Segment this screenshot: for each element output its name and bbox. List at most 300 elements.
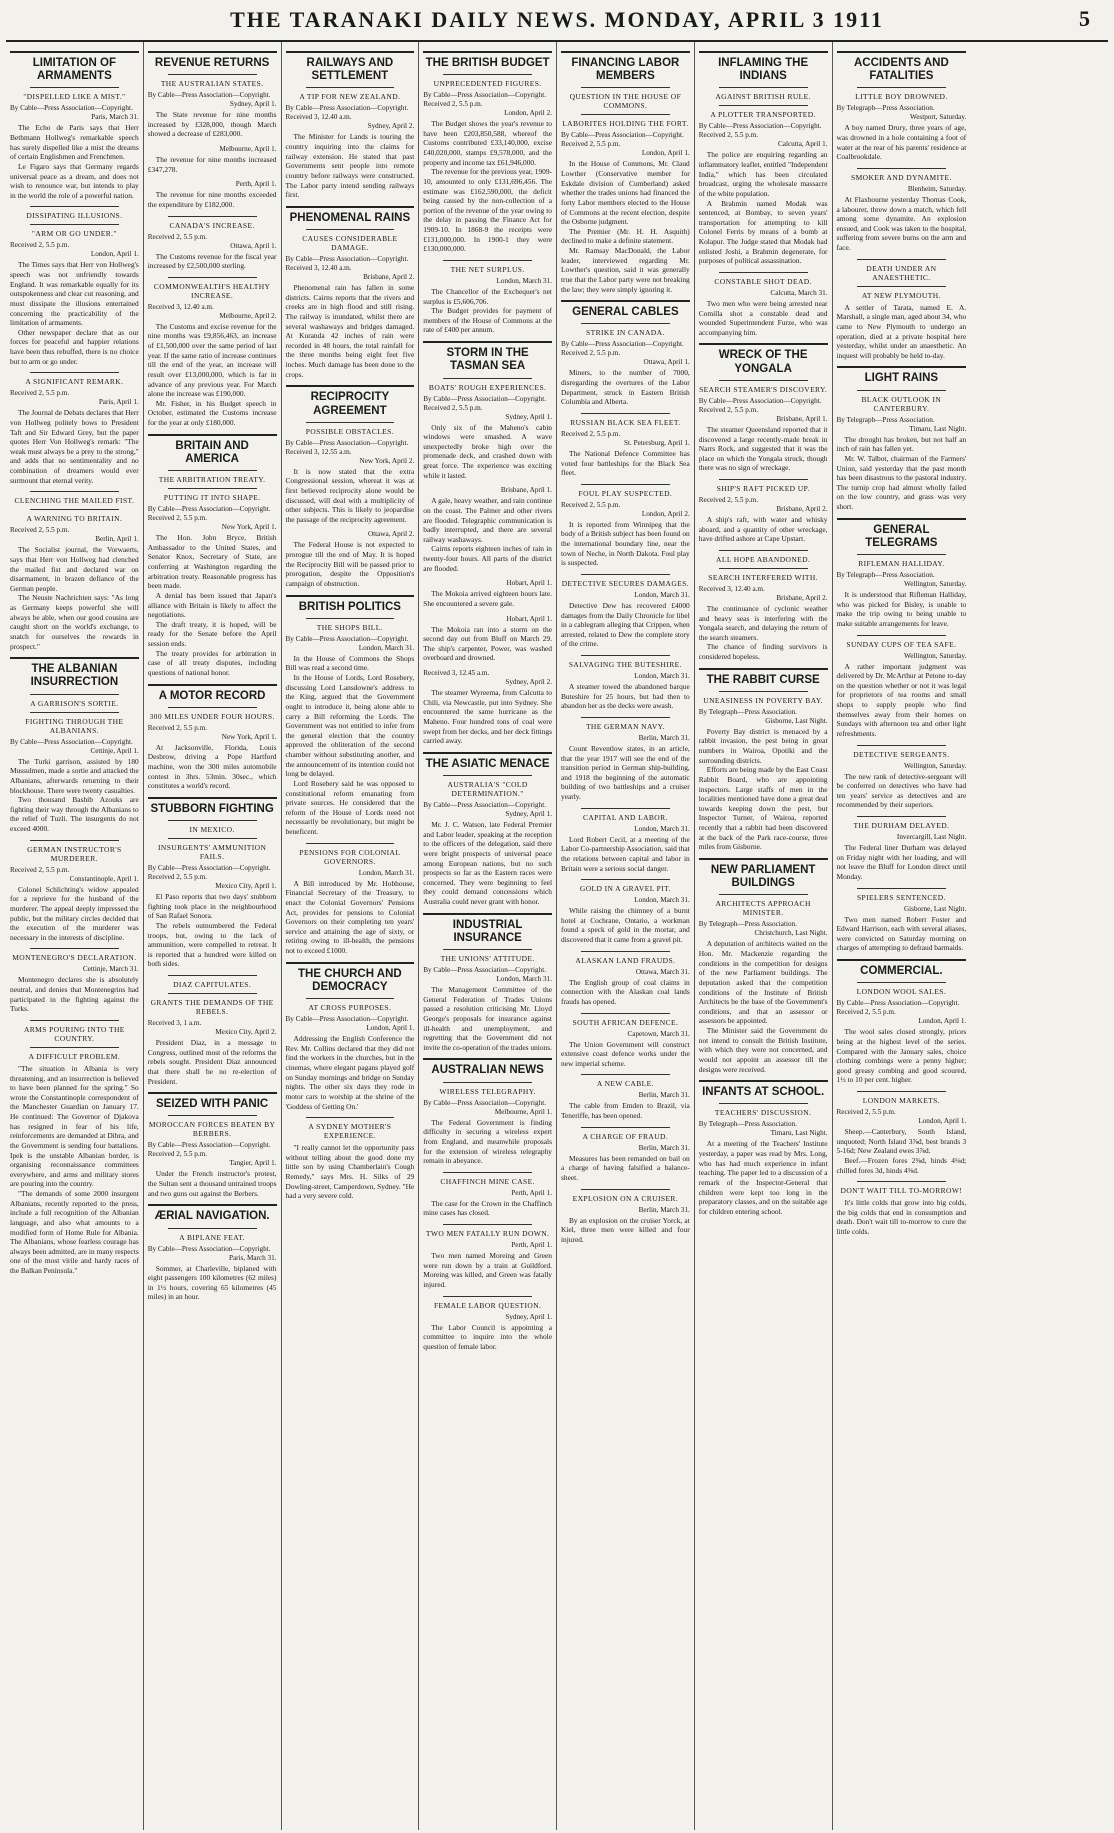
article-dateline: Brisbane, April 1. xyxy=(776,414,828,423)
article-body xyxy=(148,533,277,677)
article-headline: A MOTOR RECORD xyxy=(158,689,266,702)
heading-rule xyxy=(837,959,967,961)
article-credit: Received 2, 5.5 p.m. xyxy=(10,389,70,398)
article-body xyxy=(699,1139,828,1216)
article-body xyxy=(561,449,690,478)
article xyxy=(148,1204,277,1302)
article-body xyxy=(10,123,139,200)
article-body xyxy=(699,515,828,544)
article-paragraph: The Federal liner Durham was delayed on Friday night with her loading, and will not leave the Bluff for London direct until Monday. xyxy=(836,843,967,881)
column-1 xyxy=(6,42,144,1830)
article-dateline: New York, April 2. xyxy=(359,456,415,465)
article-body xyxy=(699,604,828,662)
article-dateline: London, March 31. xyxy=(634,896,690,905)
article-headline: THE RABBIT CURSE xyxy=(706,673,820,686)
article-paragraph: Efforts are being made by the East Coast Rabbit Board, who are appointing inspectors. Large staffs of men in the localities mentioned have done a great deal towards keeping down the pest, but Inspector Turner, of Wairoa, reported recently that a rabbit had been discovered at the back of the Park race-course, three miles from Gisborne. xyxy=(698,765,828,852)
article-body xyxy=(148,892,277,969)
article-dateline: Ottawa, April 1. xyxy=(643,358,690,367)
article-subheading: A BIPLANE FEAT. xyxy=(179,1232,245,1242)
article-dateline: Sydney, April 1. xyxy=(505,1312,552,1321)
article-paragraph: The Union Government will construct extensive coast defence works under the new imperial scheme. xyxy=(561,1039,690,1068)
article-body xyxy=(561,601,690,649)
article-dateline: Mexico City, April 2. xyxy=(215,1028,277,1037)
article-paragraph: "I really cannot let the opportunity pass without telling about the good done my little son by using Chamberlain's Cough Remedy," says Mrs. H. Silks of 29 Dowling-street, Camperdown, Sydney. "He had a very severe cold. xyxy=(285,1143,415,1201)
article-body xyxy=(837,195,967,253)
subheading-rule xyxy=(30,491,119,492)
article xyxy=(148,180,277,209)
subheading-rule xyxy=(168,470,257,471)
article-body xyxy=(561,1040,690,1069)
article-dateline: Ottawa, April 2. xyxy=(367,530,415,539)
article-headline: GENERAL CABLES xyxy=(572,306,679,319)
article xyxy=(10,206,139,366)
article-subheading: CLENCHING THE MAILED FIST. xyxy=(14,496,135,506)
article xyxy=(10,1020,139,1276)
article-headline: BRITAIN AND AMERICA xyxy=(175,439,249,465)
article-body xyxy=(699,425,828,473)
article-paragraph: The police are enquiring regarding an inflammatory leaflet, entitled "Independent India," which has been circulated broadcast, urging the wholesale massacre of the white population. xyxy=(698,150,828,198)
article-body xyxy=(148,1169,277,1198)
article-paragraph: By an explosion on the cruiser Yorck, at Kiel, three men were killed and four injured. xyxy=(561,1215,690,1244)
article-paragraph: The Chancellor of the Exchequer's net surplus is £5,606,706. xyxy=(423,286,552,306)
article-credit: Received 2, 5.5 p.m. xyxy=(836,1108,896,1117)
article-subheading: STRIKE IN CANADA. xyxy=(586,328,665,338)
article-body xyxy=(561,1101,690,1120)
article-credit: By Cable—Press Association—Copyright. Received 2, 5.5 p.m. xyxy=(147,505,271,523)
subheading-rule xyxy=(581,484,670,485)
article-paragraph: Mr. Fisher, in his Budget speech in October, estimated the Customs increase for the year at only £180,000. xyxy=(147,398,277,428)
article-paragraph: Detective Dew has recovered £4000 damages from the Daily Chronicle for libel in a cablegram alleging that Crippen, when arrested, related to Dew the complete story of the crime. xyxy=(561,600,690,649)
article-dateline: Paris, March 31. xyxy=(91,113,139,122)
article-body xyxy=(423,1199,552,1218)
article-paragraph: The Mokoia ran into a storm on the second day out from Bluff on March 29. The ship's carpenter, Power, was washed overboard and drowned. xyxy=(423,624,552,663)
article-body xyxy=(699,939,828,1074)
article-body xyxy=(10,408,139,485)
article-dateline: Cettinje, April 1. xyxy=(90,746,139,755)
masthead-title: THE TARANAKI DAILY NEWS. MONDAY, APRIL 3 1911 xyxy=(230,7,884,32)
article-paragraph: Miners, to the number of 7000, disregarding the overtures of the Labor Department, struck in Eastern British Columbia and Alberta. xyxy=(561,368,690,407)
subheading-rule xyxy=(857,635,947,636)
heading-rule xyxy=(148,434,277,436)
article-dateline: London, April 1. xyxy=(918,1117,967,1126)
article xyxy=(423,486,552,573)
article-body xyxy=(423,589,552,608)
article-subheading: THE ARBITRATION TREATY. xyxy=(158,475,266,485)
subheading-rule xyxy=(168,1115,257,1116)
subheading-rule xyxy=(443,1082,532,1083)
article-paragraph: In the House of Commons the Shops Bill was read a second time. xyxy=(285,653,415,673)
subheading-rule xyxy=(857,168,947,169)
article xyxy=(561,951,690,1007)
article xyxy=(423,669,552,746)
article-dateline: Melbourne, April 1. xyxy=(494,1107,552,1116)
article-subheading: DON'T WAIT TILL TO-MORROW! xyxy=(840,1186,963,1196)
article-dateline: London, April 2. xyxy=(504,109,552,118)
article-headline: REVENUE RETURNS xyxy=(154,57,270,69)
article-body xyxy=(10,885,139,943)
article-credit: By Telegraph—Press Association. xyxy=(836,571,935,580)
article-paragraph: It's little colds that grow into big colds, the big colds that end in consumption and death. Don't wait till to-morrow to cure the little colds. xyxy=(836,1198,967,1237)
article-paragraph: A boy named Drury, three years of age, was drowned in a hole containing a foot of water at the rear of his parents' residence at Coalbrookdale. xyxy=(836,123,967,162)
article-headline: LIMITATION OF ARMAMENTS xyxy=(32,57,116,83)
article-subheading: CAUSES CONSIDERABLE DAMAGE. xyxy=(302,234,398,253)
article-dateline: London, March 31. xyxy=(634,590,690,599)
article-body xyxy=(286,1034,415,1111)
subheading-rule xyxy=(30,840,119,841)
article-headline: SEIZED WITH PANIC xyxy=(156,1098,269,1111)
subheading-rule xyxy=(719,272,808,273)
article-paragraph: The Premier (Mr. H. H. Asquith) declined to make a definite statement. xyxy=(561,226,690,246)
article-paragraph: Sheep.—Canterbury, South Island, unquoted; North Island 3⅞d, best brands 3 5-16d; New Zealand ewes 3⅞d. xyxy=(836,1127,967,1156)
article-dateline: Sydney, April 1. xyxy=(505,810,552,818)
article xyxy=(561,51,690,294)
article-credit: By Cable—Press Association—Copyright. xyxy=(285,634,409,643)
heading-rule xyxy=(837,51,967,53)
article-body xyxy=(837,435,967,512)
article-paragraph: El Paso reports that two days' stubborn fighting took place in the neighbourhood of San Rafael Sonora. xyxy=(147,892,277,921)
article-subheading: ARMS POURING INTO THE COUNTRY. xyxy=(23,1024,125,1043)
article-body xyxy=(699,299,828,338)
subheading-rule xyxy=(168,993,257,994)
subheading-rule xyxy=(306,1117,395,1118)
article-paragraph: Colonel Schlichting's widow appealed for a reprieve for the husband of the murderer. The appeal deeply impressed the public, but the military circles decided that the execution of the murderer was necessary in the interests of discipline. xyxy=(10,884,139,942)
article-paragraph: The drought has broken, but not half an inch of rain has fallen yet. xyxy=(836,434,967,454)
article xyxy=(423,51,552,254)
subheading-rule xyxy=(581,808,670,809)
article-credit: By Cable—Press Association—Copyright. xyxy=(423,1098,547,1107)
subheading-rule xyxy=(168,707,257,708)
article-subheading: SEARCH INTERFERED WITH. xyxy=(708,572,818,582)
article-dateline: New York, April 1. xyxy=(221,732,277,741)
article-paragraph: Mr. W. Talbot, chairman of the Farmers' Union, said yesterday that the past month has been disastrous to the pastoral industry. The turnip crop had almost wholly failed on the low country, and grass was very short. xyxy=(836,453,967,512)
article-headline: INFANTS AT SCHOOL. xyxy=(702,1086,825,1099)
article xyxy=(286,962,415,1111)
heading-rule xyxy=(286,595,415,597)
heading-rule xyxy=(148,1092,277,1094)
article-subheading: A PLOTTER TRANSPORTED. xyxy=(710,110,816,120)
article-headline: INFLAMING THE INDIANS xyxy=(718,57,809,83)
column-4 xyxy=(419,42,557,1830)
article-paragraph: At a meeting of the Teachers' Institute yesterday, a paper was read by Mrs. Long, who has had much experience in infant teaching. The paper led to a discussion of a remark of the Inspector-General that children were kept too long in the preparatory classes, and on the suitable age for children entering school. xyxy=(698,1139,828,1216)
article xyxy=(423,1058,552,1165)
article-paragraph: It is now stated that the extra Congressional session, whereat it was at first believed reciprocity alone would be discussed, will deal with a multiplicity of other subjects. This is likely to jeopardise the passage of the reciprocity agreement. xyxy=(285,466,415,524)
article-subheading: "ARM OR GO UNDER." xyxy=(31,229,117,239)
article xyxy=(699,51,828,266)
heading-rule xyxy=(837,366,967,368)
article-subheading: TEACHERS' DISCUSSION. xyxy=(714,1108,812,1118)
article-paragraph: A Brahmin named Modak was sentenced, at Bombay, to seven years' transportation for attempting to kill Colonel Ferris by means of a bomb at Kolapur. The Judge stated that Modak had enlisted Joshi, a Brahmin degenerate, for purposes of political assassination. xyxy=(698,198,828,266)
article-subheading: MONTENEGRO'S DECLARATION. xyxy=(12,953,137,963)
article-credit: By Cable—Press Association—Copyright. Received 2, 5.5 p.m. xyxy=(561,131,684,149)
article-subheading: A CHARGE OF FRAUD. xyxy=(582,1131,669,1141)
subheading-rule xyxy=(306,87,395,88)
column-7 xyxy=(833,42,971,1830)
subheading-rule xyxy=(719,691,808,692)
subheading-rule xyxy=(30,509,119,510)
heading-rule xyxy=(423,1058,552,1060)
article-paragraph: At Flaxbourne yesterday Thomas Cook, a labourer, threw down a match, which fell among some dynamite. An explosion ensued, and Cook was taken to the hospital, suffering from severe burns on the arm and face. xyxy=(836,194,967,253)
article-credit: By Cable—Press Association—Copyright. xyxy=(147,91,271,100)
article-subheading: DEATH UNDER AN ANAESTHETIC. xyxy=(866,263,937,282)
article-subheading: UNEASINESS IN POVERTY BAY. xyxy=(703,695,823,705)
article-body xyxy=(423,423,552,481)
heading-rule xyxy=(148,797,277,799)
article-credit: By Cable—Press Association—Copyright. Received 2, 5.5 p.m. xyxy=(147,864,271,882)
article-dateline: Blenheim, Saturday. xyxy=(907,184,967,193)
article-subheading: 300 MILES UNDER FOUR HOURS. xyxy=(149,711,275,721)
article-paragraph: The revenue for nine months increased £347,278. xyxy=(147,155,277,174)
subheading-rule xyxy=(443,949,532,950)
article-dateline: Berlin, March 31. xyxy=(638,1205,690,1214)
article-subheading: PENSIONS FOR COLONIAL GOVERNORS. xyxy=(299,847,401,866)
article-paragraph: A rather important judgment was delivered by Dr. McArthur at Petone to-day on the question whether or not it was legal for proprietors of tea rooms and small shops to supply people who find themselves away from their homes on Sundays with afternoon tea and other light refreshments. xyxy=(836,661,967,738)
article-body xyxy=(837,1127,967,1175)
article-subheading: DETECTIVE SERGEANTS. xyxy=(853,749,950,759)
article xyxy=(561,1074,690,1120)
article-subheading: ARCHITECTS APPROACH MINISTER. xyxy=(715,899,811,918)
article xyxy=(148,1092,277,1198)
article-subheading: FEMALE LABOR QUESTION. xyxy=(433,1300,542,1310)
article-credit: Received 3, 12.40 a.m. xyxy=(698,584,765,593)
article-credit: By Cable—Press Association—Copyright. xyxy=(10,104,133,113)
article-dateline: Sydney, April 1. xyxy=(229,100,277,109)
article-body xyxy=(286,467,415,525)
article-credit: By Cable—Press Association—Copyright. Received 2, 5.5 p.m. xyxy=(698,122,822,140)
article-body xyxy=(148,155,277,174)
article-headline: GENERAL TELEGRAMS xyxy=(865,523,938,549)
article-body xyxy=(699,727,828,852)
article-credit: Received 3, 12.40 a.m. xyxy=(147,302,214,311)
article-credit: By Telegraph—Press Association. xyxy=(836,104,935,113)
heading-rule xyxy=(699,858,828,860)
article-paragraph: It is reported from Winnipeg that the body of a British subject has been found on the international boundary line, near the town of Neche, in North Dakota. Foul play is suspected. xyxy=(561,519,690,568)
article-subheading: AGAINST BRITISH RULE. xyxy=(715,92,811,102)
article-body xyxy=(423,287,552,335)
article-paragraph: Measures has been remanded on bail on a charge of having falsified a balance-sheet. xyxy=(561,1153,690,1182)
article-subheading: A DIFFICULT PROBLEM. xyxy=(28,1051,121,1061)
article xyxy=(699,343,828,473)
heading-rule xyxy=(837,518,967,520)
article-paragraph: Two men who were being arrested near Comilla shot a constable dead and wounded Superintendent Furze, who was accompanying him. xyxy=(698,298,828,337)
article-paragraph: Lord Robert Cecil, at a meeting of the Labor Co-partnership Association, said that the relations between capital and labor in Britain were a serious social danger. xyxy=(561,834,690,873)
article-credit: Received 2, 5.5 p.m. xyxy=(10,865,70,874)
article-headline: NEW PARLIAMENT BUILDINGS xyxy=(710,863,816,890)
article-subheading: CAPITAL AND LABOR. xyxy=(582,812,668,822)
article-paragraph: While raising the chimney of a burnt hotel at Cochrane, Ontario, a workman found a speck of gold in the mortar, and discovered that it came from a gravel pit. xyxy=(561,906,690,945)
article xyxy=(286,385,415,524)
article-subheading: SALVAGING THE BUTESHIRE. xyxy=(568,660,682,670)
article-subheading: AT NEW PLYMOUTH. xyxy=(861,290,941,300)
article-subheading: BLACK OUTLOOK IN CANTERBURY. xyxy=(861,394,942,413)
subheading-rule xyxy=(30,372,119,373)
article-dateline: Tangier, April 1. xyxy=(229,1159,277,1168)
article-paragraph: It is understood that Rifleman Halliday, who was picked for Bisley, is unable to make the trip owing to being unable to make suitable arrangements for leave. xyxy=(836,590,967,628)
article-subheading: THE UNIONS' ATTITUDE. xyxy=(440,954,535,964)
article-dateline: Perth, April 1. xyxy=(511,1241,552,1250)
article-credit: By Telegraph—Press Association. xyxy=(698,707,797,716)
article-body xyxy=(837,1027,967,1085)
masthead xyxy=(6,0,1108,42)
article-dateline: London, April 1. xyxy=(641,149,690,158)
article xyxy=(423,260,552,335)
article-subheading: ALASKAN LAND FRAUDS. xyxy=(575,955,676,965)
article-dateline: London, March 31. xyxy=(358,643,415,652)
article-subheading: SUNDAY CUPS OF TEA SAFE. xyxy=(846,639,957,649)
article-headline: RAILWAYS AND SETTLEMENT xyxy=(306,57,394,83)
article-subheading: BOATS' ROUGH EXPERIENCES. xyxy=(428,382,547,392)
heading-rule xyxy=(148,1204,277,1206)
article-dateline: Sydney, April 1. xyxy=(505,412,552,421)
article-dateline: Calcutta, April 1. xyxy=(777,140,828,149)
article-paragraph: Lord Rosebery said he was opposed to constitutional reform emanating from private sources. He considered that the reform of the House of Lords need not necessarily be revolutionary, but might be beneficent. xyxy=(285,778,415,837)
subheading-rule xyxy=(168,838,257,839)
article-dateline: Wellington, Saturday. xyxy=(904,651,967,660)
article-paragraph: The Federal House is not expected to prorogue till the end of May. It is hoped the Reciprocity Bill will be passed prior to prorogation, despite the Opposition's campaign of obstruction. xyxy=(285,540,415,588)
article-body xyxy=(837,590,967,629)
article-paragraph: The Socialist journal, the Vorwaerts, says that Herr von Hollweg had clenched the mailed fist and declared war on disarmament, in brazen defiance of the German people. xyxy=(10,545,139,593)
article-body xyxy=(423,985,552,1052)
article-body xyxy=(561,744,690,802)
article-dateline: Berlin, March 31. xyxy=(638,1143,690,1152)
article-paragraph: The Mokoia arrived eighteen hours late. She encountered a severe gale. xyxy=(423,589,552,608)
article-dateline: Capetown, March 31. xyxy=(627,1029,690,1038)
article-dateline: St. Petersburg, April 1. xyxy=(623,438,690,447)
heading-rule xyxy=(423,752,552,754)
article-dateline: Melbourne, April 2. xyxy=(219,311,277,320)
article-paragraph: Two men named Moreing and Green were run down by a train at Guildford. Moreing was killed, and Green was fatally injured. xyxy=(423,1251,552,1289)
article-body xyxy=(10,1064,139,1276)
article-paragraph: The revenue for the previous year, 1909-10, amounted to only £131,696,456. The estimate was £162,590,000, the deficit being caused by the non-collection of a portion of the revenue of the year owing to the delay in passing the Finance Act for 1909-10. In 1868-9 the receipts were £131,000,000. In 1900-1 they were £130,000,000. xyxy=(423,167,552,254)
article xyxy=(561,808,690,874)
article-body xyxy=(286,879,415,956)
article-body xyxy=(423,1323,552,1352)
article-paragraph: The State revenue for nine months increased by £328,000, though March showed a decrease of £283,000. xyxy=(147,110,277,139)
article-body xyxy=(699,150,828,266)
article xyxy=(423,1296,552,1352)
article-credit: By Cable—Press Association—Copyright. Received 2, 5.5 p.m. xyxy=(698,396,822,414)
heading-rule xyxy=(423,913,552,915)
article-body xyxy=(10,975,139,1014)
article xyxy=(561,1189,690,1245)
heading-rule xyxy=(10,657,139,659)
subheading-rule xyxy=(857,816,947,817)
article-dateline: London, April 2. xyxy=(641,509,690,518)
article-dateline: Timaru, Last Night. xyxy=(909,424,967,433)
article-subheading: FOUL PLAY SUSPECTED. xyxy=(578,488,673,498)
article-headline: FINANCING LABOR MEMBERS xyxy=(571,57,680,83)
article-subheading: A SIGNIFICANT REMARK. xyxy=(25,377,124,387)
article-paragraph: The Turki garrison, assisted by 180 Mussulmen, made a sortie and attacked the Albanians, afterwards returning to their blockhouse. There were twenty casualties. xyxy=(10,756,139,795)
article-paragraph: Two thousand Bashib Azouks are fighting their way through the Albanians to the relief of Tuzli. The insurgents do not exceed 4000. xyxy=(10,795,139,833)
article xyxy=(10,51,139,200)
subheading-rule xyxy=(857,554,947,555)
article-subheading: DIAZ CAPITULATES. xyxy=(173,980,252,990)
subheading-rule xyxy=(581,1074,670,1075)
article-paragraph: The Customs and excise revenue for the nine months was £9,856,463, an increase of £1,500,000 over the same period of last year. If the same ratio of increase continues till the end of the year, an increase will result over £13,000,000, which is far in advance of any previous year. For March alone the increase was £190,000. xyxy=(147,321,277,399)
article-paragraph: The cable from Emden to Brazil, via Teneriffe, has been opened. xyxy=(561,1101,690,1121)
article-dateline: Wellington, Saturday. xyxy=(904,580,967,589)
article-headline: COMMERCIAL. xyxy=(860,965,943,978)
article-subheading: SOUTH AFRICAN DEFENCE. xyxy=(572,1017,679,1027)
article-subheading: SHIP'S RAFT PICKED UP. xyxy=(716,484,810,493)
article-paragraph: Cairns reports eighteen inches of rain in twenty-four hours. All parts of the district are flooded. xyxy=(423,544,552,573)
article-dateline: London, March 31. xyxy=(634,672,690,681)
article-subheading: LONDON WOOL SALES. xyxy=(856,987,947,997)
article-paragraph: The revenue for nine months exceeded the expenditure by £182,000. xyxy=(147,190,277,209)
article xyxy=(699,1080,828,1216)
article-paragraph: A steamer towed the abandoned barque Buteshire for 25 hours, but had then to abandon her as the decks were awash. xyxy=(561,682,690,711)
article-paragraph: In the House of Lords, Lord Rosebery, discussing Lord Lansdowne's address to the King, argued that the Government ought to introduce it, being alone able to carry a Bill reforming the Lords. The Government was not entitled to infer from the general election that the country approved the obliteration of the second chamber without substituting another, and the announcement of its intention could not long be delayed. xyxy=(285,673,415,779)
article-dateline: Cettinje, March 31. xyxy=(82,965,139,974)
article-headline: STUBBORN FIGHTING xyxy=(150,802,274,815)
article xyxy=(837,51,967,162)
article-dateline: London, April 1. xyxy=(90,250,139,259)
article-paragraph: The Federal Government is finding difficulty in securing a wireless expert from England, and meanwhile proposals for the extension of wireless telegraphy remain in abeyance. xyxy=(423,1117,552,1166)
article-subheading: GERMAN INSTRUCTOR'S MURDERER. xyxy=(27,844,122,863)
subheading-rule xyxy=(581,1013,670,1014)
article-paragraph: Other newspaper declare that as our forces for peaceful and happier relations have been thus rebuffed, there is no choice but to arm or go under. xyxy=(10,327,139,366)
subheading-rule xyxy=(857,1091,947,1092)
subheading-rule xyxy=(306,618,395,619)
article xyxy=(286,843,415,956)
page-number: 5 xyxy=(1079,6,1090,31)
article-body xyxy=(286,1143,415,1201)
subheading-rule xyxy=(443,1296,532,1297)
article-paragraph: The Neuste Nachrichten says: "As long as Germany keeps powerful she will always be able, when our good cousins are caught short on the world's exchange, to snatch for ourselves the rewards in prospect." xyxy=(10,593,139,651)
article-paragraph: Phenomenal rain has fallen in some districts. Cairns reports that the rivers and creeks are in high flood and still rising. The railway is inundated, whilst there are several washaways and bridges damaged. At Kuranda 42 inches of rain were recorded in 48 hours, the total rainfall for the three months being eight feet five inches. Much damage has been done to the crops. xyxy=(285,283,415,379)
article-dateline: Melbourne, April 1. xyxy=(219,145,277,154)
article-headline: ACCIDENTS AND FATALITIES xyxy=(853,57,949,83)
article xyxy=(148,51,277,139)
article-paragraph: A Bill introduced by Mr. Hobhouse, Financial Secretary of the Treasury, to enact the Colonial Governors' Pensions Act, provides for pensions to Colonial Governors on their completing ten years' service and attaining the age of sixty, or retiring owing to ill-health, the pensions not to exceed £1000. xyxy=(285,878,415,956)
heading-rule xyxy=(699,51,828,53)
heading-rule xyxy=(423,341,552,343)
article-subheading: SMOKER AND DYNAMITE. xyxy=(851,172,952,182)
subheading-rule xyxy=(168,820,257,821)
article-paragraph: The continuance of cyclonic weather and heavy seas is interfering with the Yongala search, and delaying the return of the search steamers. xyxy=(698,603,828,642)
subheading-rule xyxy=(581,574,670,575)
subheading-rule xyxy=(857,1181,947,1182)
article-body xyxy=(286,283,415,379)
article xyxy=(423,341,552,480)
article-dateline: Wellington, Saturday. xyxy=(904,761,967,770)
columns xyxy=(6,42,1108,1830)
article-paragraph: Only six of the Maheno's cabin windows were smashed. A wave unexpectedly broke high over the promenade deck, and crashed down with great force. The experience was exciting while it lasted. xyxy=(423,422,552,480)
article xyxy=(423,913,552,1053)
article xyxy=(561,655,690,711)
article-paragraph: Mr. Ramsay MacDonald, the Labor leader, interviewed regarding Mr. Lowther's question, said it was generally true that the Labor party were not breaking the law; they were simply ignoring it. xyxy=(561,246,690,294)
article-dateline: Brisbane, April 2. xyxy=(363,273,415,282)
article-dateline: New York, April 1. xyxy=(221,523,277,532)
article-subheading: COMMONWEALTH'S HEALTHY INCREASE. xyxy=(153,281,271,300)
article-subheading: CHAFFINCH MINE CASE. xyxy=(440,1176,535,1186)
article-dateline: Calcutta, March 31. xyxy=(770,288,828,297)
article-dateline: London, March 31. xyxy=(634,824,690,833)
article-subheading: AT CROSS PURPOSES. xyxy=(308,1003,392,1013)
article-dateline: Perth, April 1. xyxy=(235,180,277,189)
article-credit: By Cable—Press Association—Copyright. Received 3, 12.40 a.m. xyxy=(285,255,409,273)
article xyxy=(10,491,139,651)
article-paragraph: The steamer Queensland reported that it discovered a large recently-made break in Narrs Rock, and suggested that it was the place on which the Yongala struck, though there was no sign of wreckage. xyxy=(698,424,828,473)
subheading-rule xyxy=(719,87,808,88)
heading-rule xyxy=(699,1080,828,1082)
article-subheading: WIRELESS TELEGRAPHY. xyxy=(439,1086,536,1096)
article xyxy=(10,948,139,1014)
article xyxy=(561,879,690,945)
subheading-rule xyxy=(719,550,808,551)
article-paragraph: At Jacksonville, Florida, Louis Desbrow, driving a Pope Hartford machine, won the 300 miles automobile contest in 3hrs. 53min. 30sec., which constitutes a world's record. xyxy=(147,742,277,791)
article-dateline: London, April 1. xyxy=(366,1024,415,1033)
